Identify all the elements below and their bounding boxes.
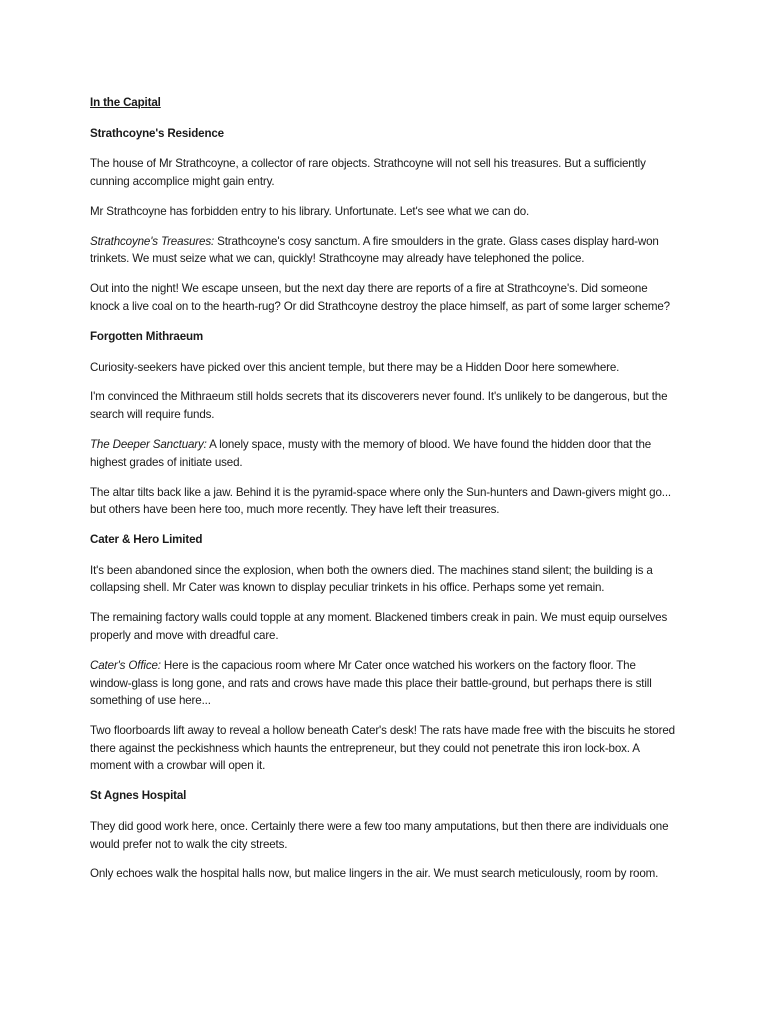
section-heading-mithraeum: Forgotten Mithraeum xyxy=(90,329,204,343)
paragraph-lead: The Deeper Sanctuary: xyxy=(90,438,207,452)
paragraph: It's been abandoned since the explosion, when both the owners died. The machines stand silent; the building is a collapsing shell. Mr Cater was known to display peculiar trinkets in his office. Perhaps some yet remain. xyxy=(90,563,653,595)
paragraph-body: A lonely space, musty with the memory of blood. We have found the hidden door that the highest grades of initiate used. xyxy=(90,438,652,469)
paragraph: They did good work here, once. Certainly there were a few too many amputations, but then there are individuals one would prefer not to walk the city streets. xyxy=(90,819,669,851)
paragraph-body: Here is the capacious room where Mr Cater once watched his workers on the factory floor. The window-glass is long gone, and rats and crows have made this place their battle-ground, but perhaps there is still something of use here... xyxy=(90,658,652,708)
paragraph: Curiosity-seekers have picked over this ancient temple, but there may be a Hidden Door here somewhere. xyxy=(90,360,620,374)
section-heading-strathcoyne: Strathcoyne's Residence xyxy=(90,126,224,140)
paragraph xyxy=(90,436,678,471)
page-title: In the Capital xyxy=(90,96,161,109)
paragraph-lead: Strathcoyne's Treasures: xyxy=(90,234,215,248)
paragraph: Only echoes walk the hospital halls now, but malice lingers in the air. We must search meticulously, room by room. xyxy=(90,867,659,881)
paragraph-lead: Cater's Office: xyxy=(90,658,161,672)
section-heading-st-agnes: St Agnes Hospital xyxy=(90,789,187,803)
paragraph: The house of Mr Strathcoyne, a collector of rare objects. Strathcoyne will not sell his treasures. But a sufficiently cunning accomplice might gain entry. xyxy=(90,157,646,188)
paragraph xyxy=(90,233,678,268)
paragraph xyxy=(90,657,678,710)
paragraph: The altar tilts back like a jaw. Behind it is the pyramid-space where only the Sun-hunters and Dawn-givers might go... but others have been here too, much more recently. They have left their treasures. xyxy=(90,485,671,517)
paragraph: Two floorboards lift away to reveal a hollow beneath Cater's desk! The rats have made free with the biscuits he stored there against the peckishness which haunts the entrepreneur, but they could not penetrate this iron lock-box. A moment with a crowbar will open it. xyxy=(90,724,675,773)
paragraph: Out into the night! We escape unseen, but the next day there are reports of a fire at Strathcoyne's. Did someone knock a live coal on to the hearth-rug? Or did Strathcoyne destroy the place himself, as part of some larger scheme? xyxy=(90,282,670,313)
paragraph: The remaining factory walls could topple at any moment. Blackened timbers creak in pain. We must equip ourselves properly and move with dreadful care. xyxy=(90,611,668,642)
paragraph: I'm convinced the Mithraeum still holds secrets that its discoverers never found. It's unlikely to be dangerous, but the search will require funds. xyxy=(90,390,668,422)
paragraph-body: Strathcoyne's cosy sanctum. A fire smoulders in the grate. Glass cases display hard-won trinkets. We must seize what we can, quickly! Strathcoyne may already have telephoned the police. xyxy=(90,234,659,266)
paragraph: Mr Strathcoyne has forbidden entry to his library. Unfortunate. Let's see what we can do. xyxy=(90,204,530,218)
section-heading-cater-hero: Cater & Hero Limited xyxy=(90,533,203,547)
